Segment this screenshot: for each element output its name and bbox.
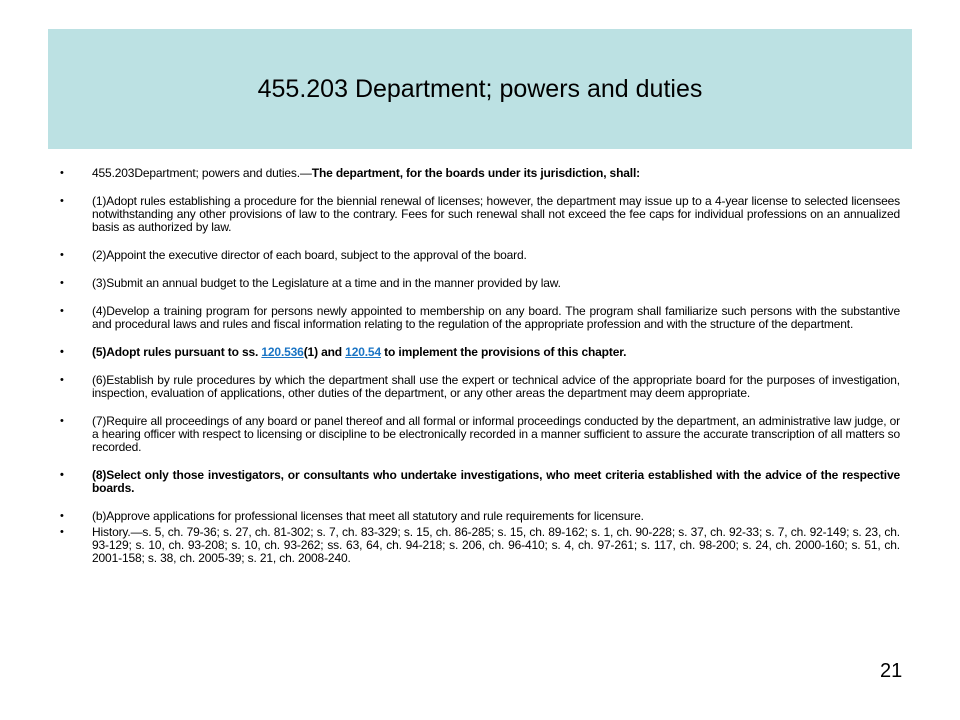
item-text: (4)Develop a training program for persons newly appointed to membership on any board. The program shall familiarize such persons with the substantive and procedural laws and rules and fiscal information relating to the regulation of the appropriate profession and with the structure of the department. (92, 304, 900, 331)
list-item-2 (60, 249, 900, 262)
history-text: History.—s. 5, ch. 79-36; s. 27, ch. 81-302; s. 7, ch. 83-329; s. 15, ch. 86-285; s. 15, ch. 89-162; s. 1, ch. 90-228; s. 37, ch. 92-33; s. 7, ch. 92-149; s. 23, ch. 93-129; s. 10, ch. 93-208; s. 10, ch. 93-262; ss. 63, 64, ch. 94-218; s. 206, ch. 96-410; s. 4, ch. 97-261; s. 117, ch. 98-200; s. 24, ch. 2000-160; s. 51, ch. 2001-158; s. 38, ch. 2005-39; s. 21, ch. 2008-240. (92, 525, 900, 565)
list-item-4 (60, 305, 900, 331)
title-banner (48, 29, 912, 149)
bullet-dot: • (60, 374, 64, 386)
item-text: (6)Establish by rule procedures by which the department shall use the expert or technical advice of the appropriate board for the purposes of investigation, inspection, evaluation of applications, other duties of the department, or any other areas the department may deem appropriate. (92, 373, 900, 400)
intro-heading: 455.203Department; powers and duties.— (92, 166, 312, 180)
statute-link-120-536[interactable]: 120.536 (261, 345, 304, 359)
list-item-5 (60, 346, 900, 359)
bullet-dot: • (60, 195, 64, 207)
list-item-7 (60, 415, 900, 454)
bullet-dot: • (60, 277, 64, 289)
bullet-dot: • (60, 469, 64, 481)
list-item-history (60, 526, 900, 565)
item-text-part: (5)Adopt rules pursuant to ss. (92, 345, 262, 359)
item-text: (8)Select only those investigators, or consultants who undertake investigations, who meet criteria established with the advice of the respective boards. (92, 468, 900, 495)
slide-title: 455.203 Department; powers and duties (257, 74, 703, 103)
item-text-part: (1) and (303, 345, 346, 359)
intro-text: The department, for the boards under its jurisdiction, shall: (311, 166, 641, 180)
list-item-3 (60, 277, 900, 290)
list-item-1 (60, 195, 900, 234)
bullet-dot: • (60, 249, 64, 261)
bullet-dot: • (60, 346, 64, 358)
item-text: (7)Require all proceedings of any board or panel thereof and all formal or informal proceedings conducted by the department, an administrative law judge, or a hearing officer with respect to licensing or discipline to be electronically recorded in a manner sufficient to assure the accurate transcription of all matters so recorded. (92, 414, 900, 454)
bullet-dot: • (60, 415, 64, 427)
item-text-part: to implement the provisions of this chapter. (380, 345, 627, 359)
item-text: (b)Approve applications for professional licenses that meet all statutory and rule requirements for licensure. (92, 509, 644, 523)
item-text: (1)Adopt rules establishing a procedure for the biennial renewal of licenses; however, the department may issue up to a 4-year license to selected licensees notwithstanding any other provisions of law to the contrary. Fees for such renewal shall not exceed the fee caps for individual professions on an annualized basis as authorized by law. (92, 194, 900, 234)
list-item-6 (60, 374, 900, 400)
bullet-dot: • (60, 526, 64, 538)
bullet-dot: • (60, 305, 64, 317)
item-text: (2)Appoint the executive director of each board, subject to the approval of the board. (92, 248, 527, 262)
list-item-intro (60, 167, 900, 180)
bullet-dot: • (60, 510, 64, 522)
slide-number: 21 (880, 660, 903, 682)
statute-link-120-54[interactable]: 120.54 (345, 345, 381, 359)
list-item-8 (60, 469, 900, 495)
bullet-dot: • (60, 167, 64, 179)
item-text: (3)Submit an annual budget to the Legislature at a time and in the manner provided by law. (92, 276, 561, 290)
list-item-8b (60, 510, 900, 523)
content-list (60, 167, 900, 580)
